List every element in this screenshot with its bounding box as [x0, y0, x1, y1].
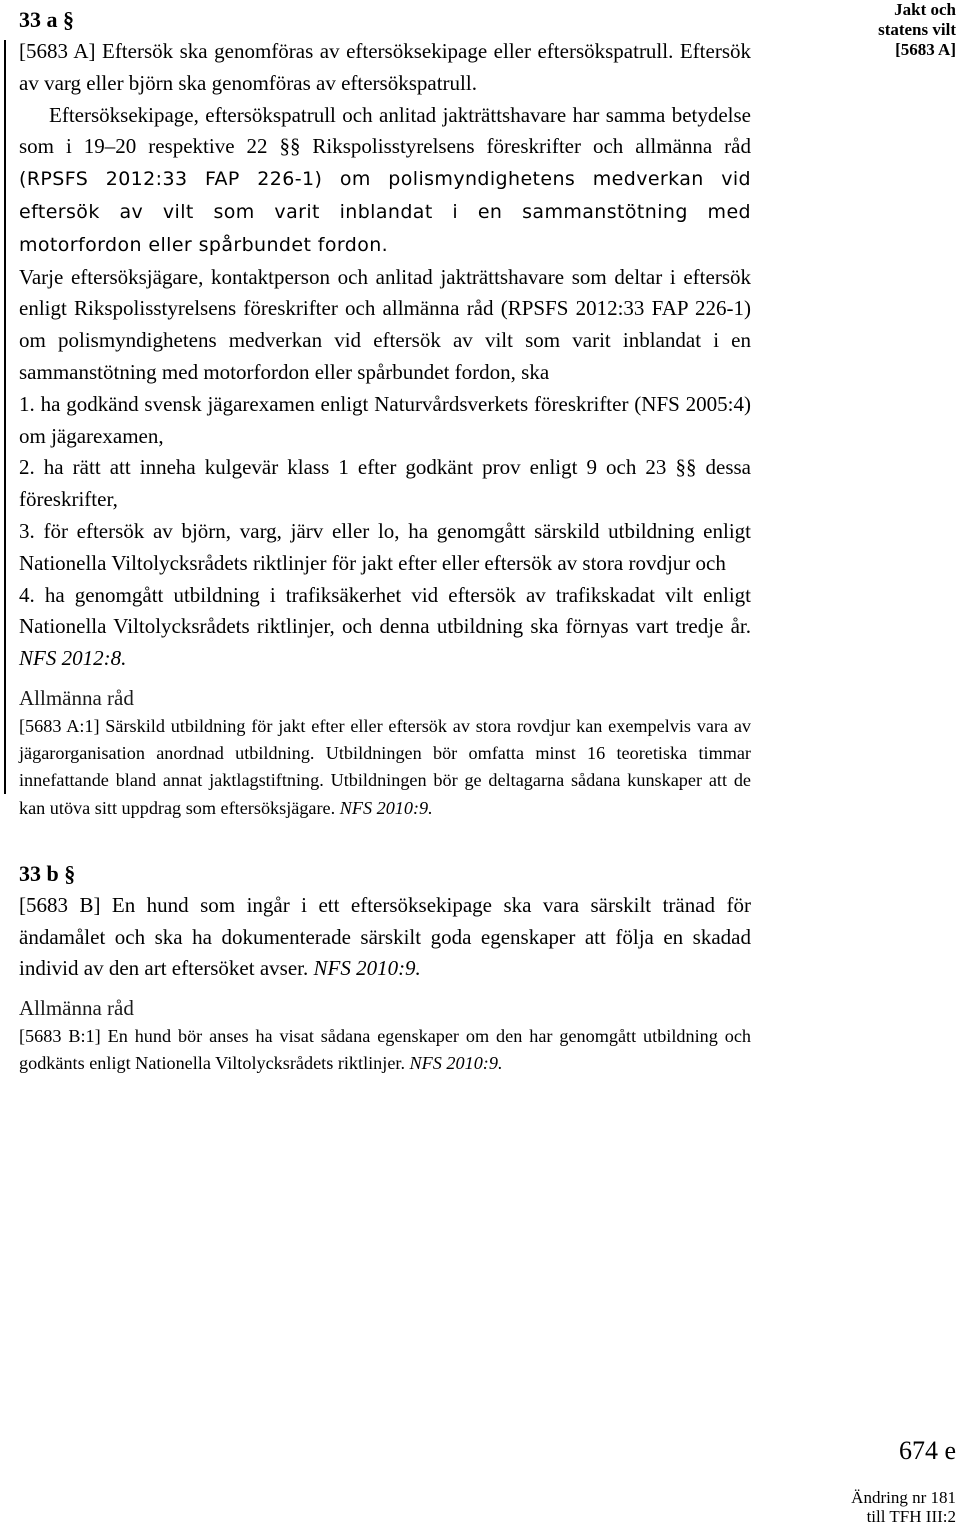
- page-number: 674 e: [898, 1436, 956, 1465]
- reference: NFS 2010:9.: [339, 797, 433, 818]
- margin-note-line: statens vilt: [878, 20, 956, 39]
- margin-note: [826, 0, 956, 60]
- paragraph-serif-part: Eftersöksekipage, eftersökspatrull och anlitad jakträttshavare har samma betydelse som i 19–20 respektive 22 §§ Rikspolisstyrelsens föreskrifter och allmänna råd: [19, 102, 751, 159]
- paragraph: [5683 A] Eftersök ska genomföras av eftersöksekipage eller eftersökspatrull. Eftersök av varg eller björn ska genomföras av eftersökspatrull.: [19, 39, 751, 95]
- reference: NFS 2012:8.: [19, 646, 127, 671]
- list-item: [19, 580, 751, 675]
- change-bar: [4, 40, 6, 794]
- footer-note: [851, 1488, 956, 1526]
- list-item: 1. ha godkänd svensk jägarexamen enligt Naturvårdsverkets föreskrifter (NFS 2005:4) om jägarexamen,: [19, 391, 751, 448]
- list-item: 2. ha rätt att inneha kulgevär klass 1 efter godkänt prov enligt 9 och 23 §§ dessa föreskrifter,: [19, 455, 751, 512]
- section-heading: 33 a §: [19, 7, 74, 32]
- list-item: 3. för eftersök av björn, varg, järv eller lo, ha genomgått särskild utbildning enligt Nationella Viltolycksrådets riktlinjer för jakt efter eller eftersök av stora rovdjur och: [19, 518, 751, 575]
- paragraph: [19, 100, 751, 262]
- margin-note-line: [5683 A]: [895, 40, 956, 59]
- main-text: [19, 4, 751, 1078]
- footer-line: Ändring nr 181: [851, 1488, 956, 1507]
- footer-line: till TFH III:2: [866, 1507, 956, 1526]
- paragraph: [19, 890, 751, 985]
- general-advice-text: [19, 713, 751, 822]
- reference: NFS 2010:9.: [313, 956, 421, 981]
- general-advice-heading: Allmänna råd: [19, 996, 134, 1021]
- general-advice-heading: Allmänna råd: [19, 685, 134, 710]
- paragraph: Varje eftersöksjägare, kontaktperson och anlitad jakträttshavare som deltar i eftersök enligt Rikspolisstyrelsens föreskrifter och allmänna råd (RPSFS 2012:33 FAP 226-1) om polismyndighetens medverkan vid eftersök av vilt som varit inblandat i en sammanstötning med motorfordon eller spårbundet fordon, ska: [19, 264, 751, 384]
- margin-note-line: Jakt och: [894, 0, 956, 19]
- general-advice-body: [5683 A:1] Särskild utbildning för jakt efter eller eftersök av stora rovdjur kan exempelvis vara av jägarorganisation anordnad utbildning. Utbildningen bör omfatta minst 16 teoretiska timmar innefattande bland annat jaktlagstiftning. Utbildningen bör ge deltagarna sådana kunskaper att de kan utöva sitt uppdrag som eftersöksjägare.: [19, 715, 751, 818]
- general-advice-text: [19, 1023, 751, 1077]
- list-item-text: 4. ha genomgått utbildning i trafiksäkerhet vid eftersök av trafikskadat vilt enligt Nationella Viltolycksrådets riktlinjer, och denna utbildning ska förnyas vart tredje år.: [19, 582, 751, 639]
- general-advice-body: [5683 B:1] En hund bör anses ha visat sådana egenskaper om den har genomgått utbildning och godkänts enligt Nationella Viltolycksrådets riktlinjer.: [19, 1026, 751, 1074]
- reference: NFS 2010:9.: [409, 1053, 503, 1074]
- paragraph-body: [5683 B] En hund som ingår i ett eftersöksekipage ska vara särskilt tränad för ändamålet och ska ha dokumenterade särskilt goda egenskaper att följa en skadad individ av den art eftersöket avser.: [19, 892, 751, 981]
- paragraph-sans-part: (RPSFS 2012:33 FAP 226-1) om polismyndighetens medverkan vid eftersök av vilt som varit inblandat i en sammanstötning med motorfordon eller spårbundet fordon.: [19, 168, 751, 256]
- spacer: [19, 822, 751, 858]
- section-heading: 33 b §: [19, 860, 76, 886]
